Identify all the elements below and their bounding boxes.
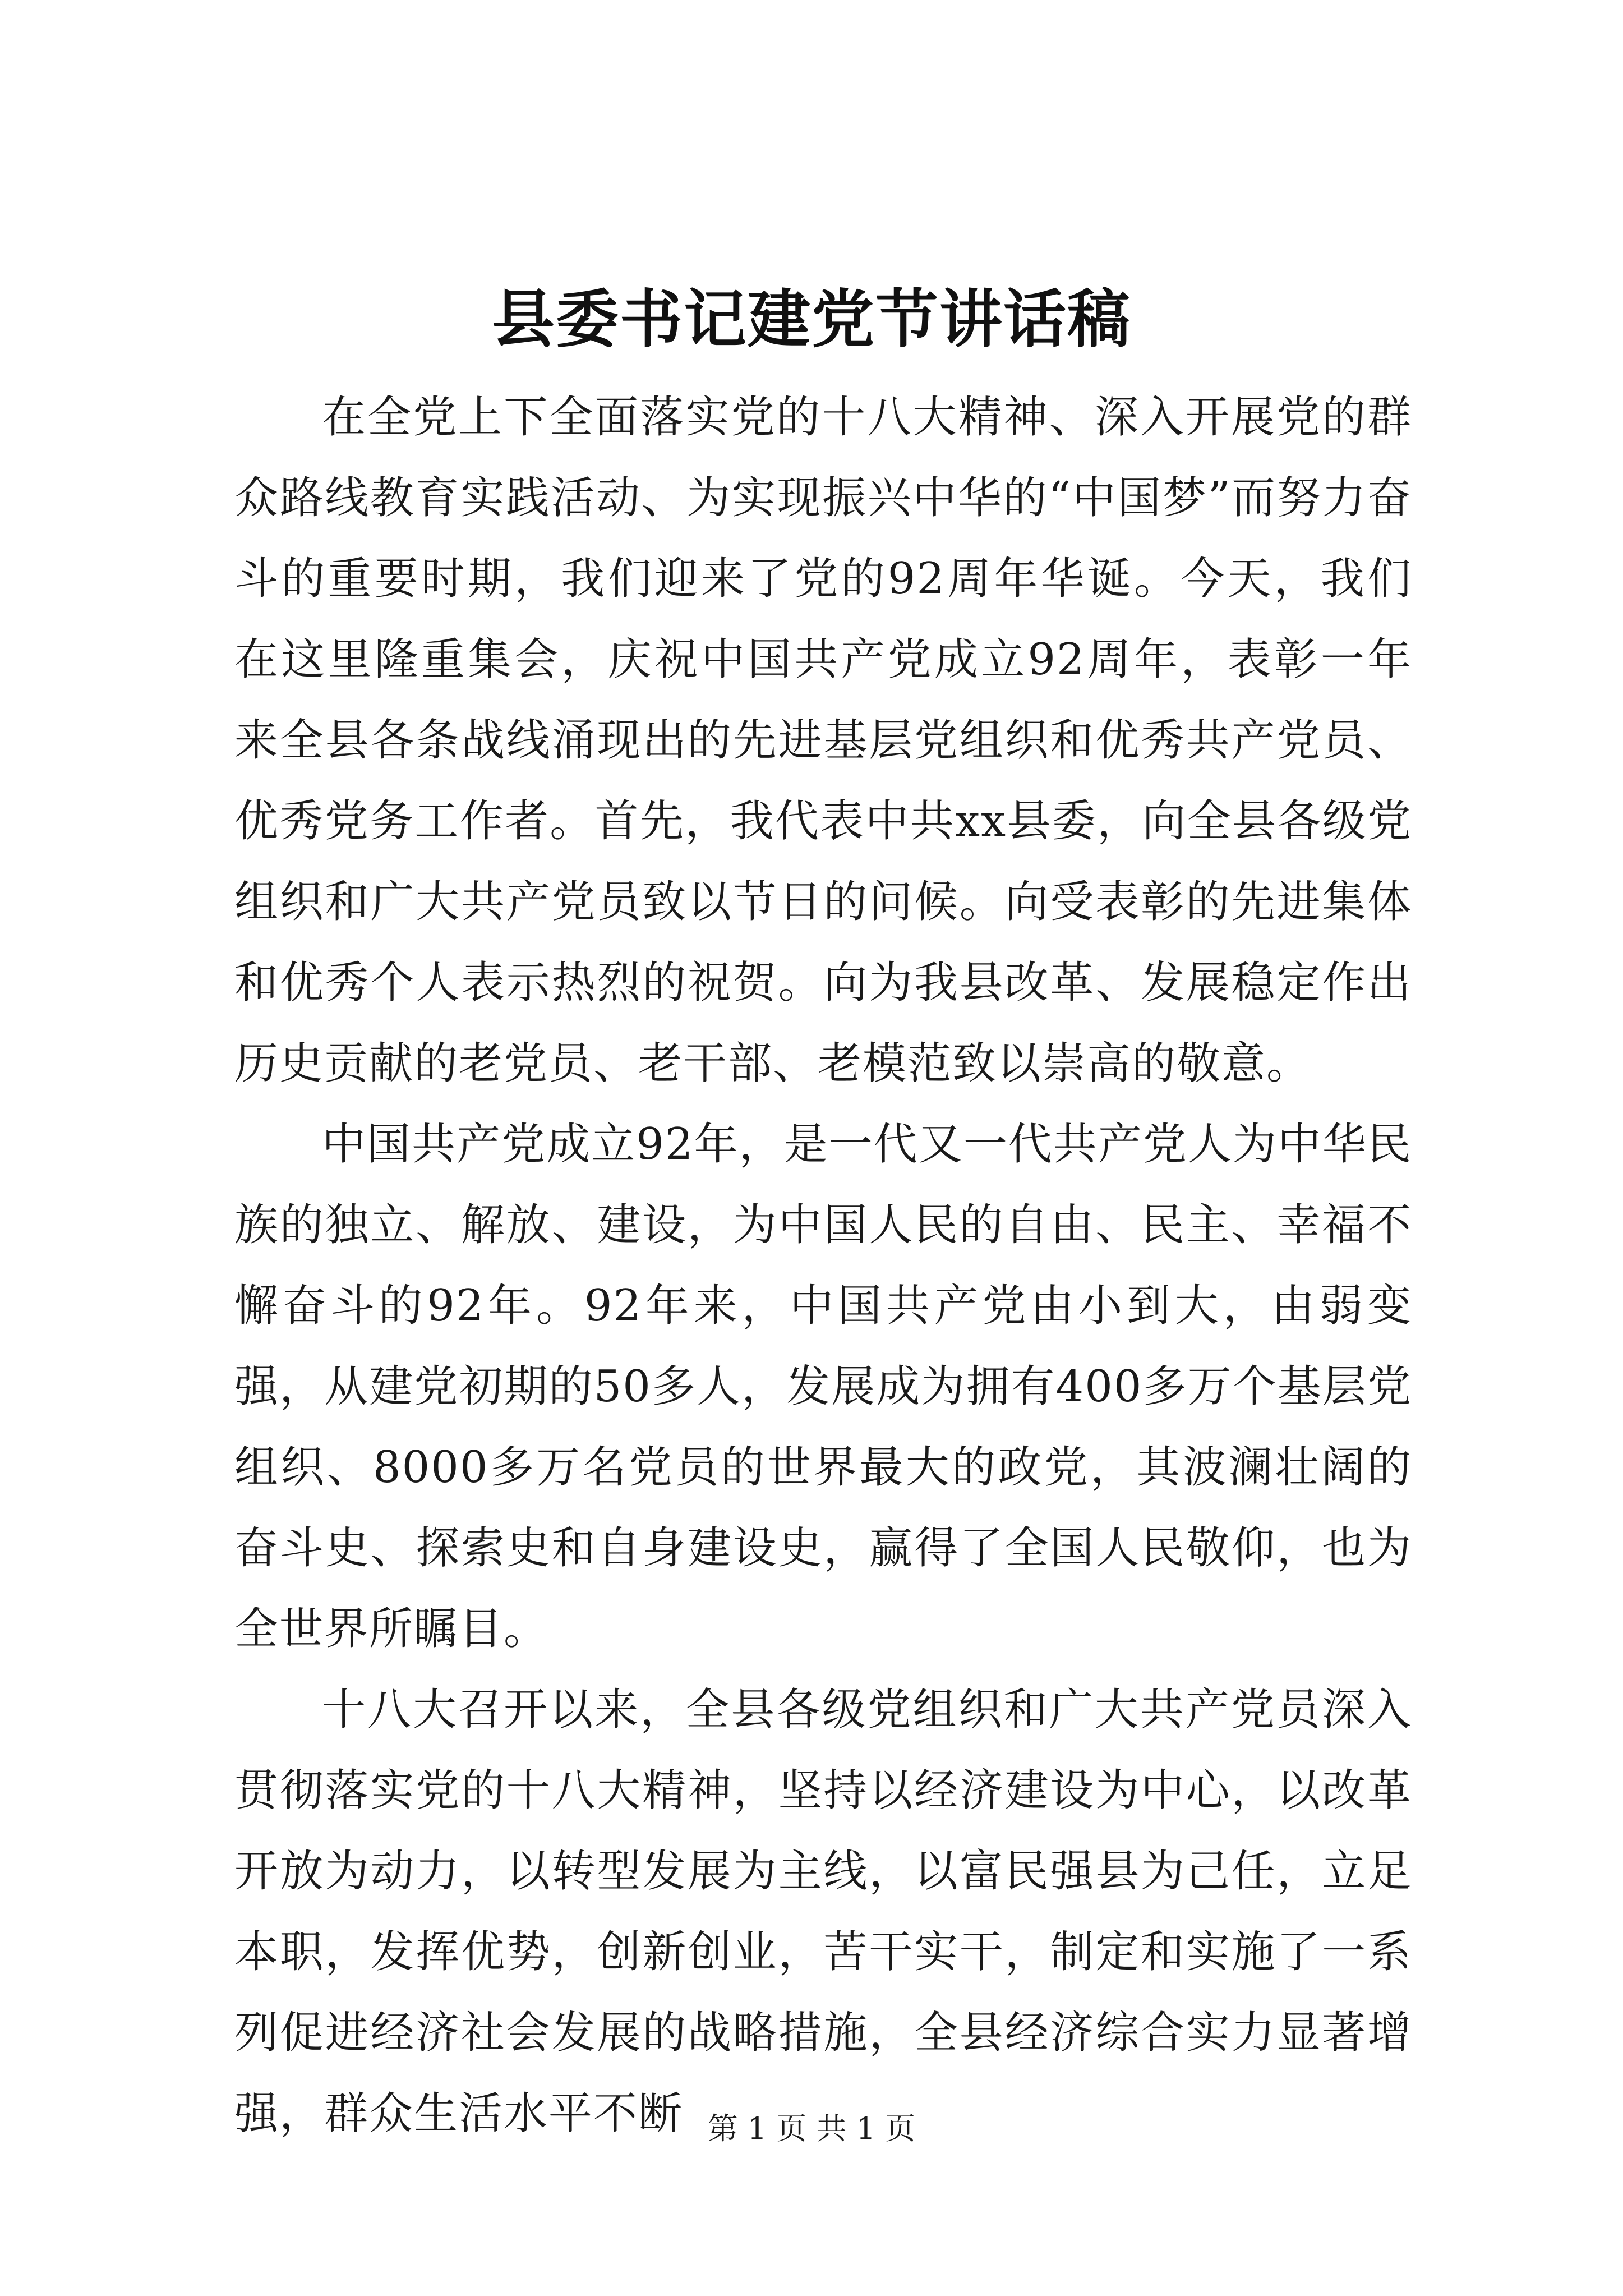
document-body xyxy=(234,377,1412,2154)
paragraph: 十八大召开以来，全县各级党组织和广大共产党员深入贯彻落实党的十八大精神，坚持以经济建设为中心，以改革开放为动力，以转型发展为主线，以富民强县为己任，立足本职，发挥优势，创新创业，苦干实干，制定和实施了一系列促进经济社会发展的战略措施，全县经济综合实力显著增强，群众生活水平不断 xyxy=(234,1685,1412,2139)
document-title: 县委书记建党节讲话稿 xyxy=(492,283,1131,356)
paragraph: 在全党上下全面落实党的十八大精神、深入开展党的群众路线教育实践活动、为实现振兴中华的“中国梦”而努力奋斗的重要时期，我们迎来了党的92周年华诞。今天，我们在这里隆重集会，庆祝中国共产党成立92周年，表彰一年来全县各条战线涌现出的先进基层党组织和优秀共产党员、优秀党务工作者。首先，我代表中共xx县委，向全县各级党组织和广大共产党员致以节日的问候。向受表彰的先进集体和优秀个人表示热烈的祝贺。向为我县改革、发展稳定作出历史贡献的老党员、老干部、老模范致以崇高的敬意。 xyxy=(234,392,1412,1089)
page-footer: 第 1 页 共 1 页 xyxy=(707,2111,916,2146)
paragraph: 中国共产党成立92年，是一代又一代共产党人为中华民族的独立、解放、建设，为中国人民的自由、民主、幸福不懈奋斗的92年。92年来，中国共产党由小到大，由弱变强，从建党初期的50多人，发展成为拥有400多万个基层党组织、8000多万名党员的世界最大的政党，其波澜壮阔的奋斗史、探索史和自身建设史，赢得了全国人民敬仰，也为全世界所瞩目。 xyxy=(234,1119,1412,1654)
